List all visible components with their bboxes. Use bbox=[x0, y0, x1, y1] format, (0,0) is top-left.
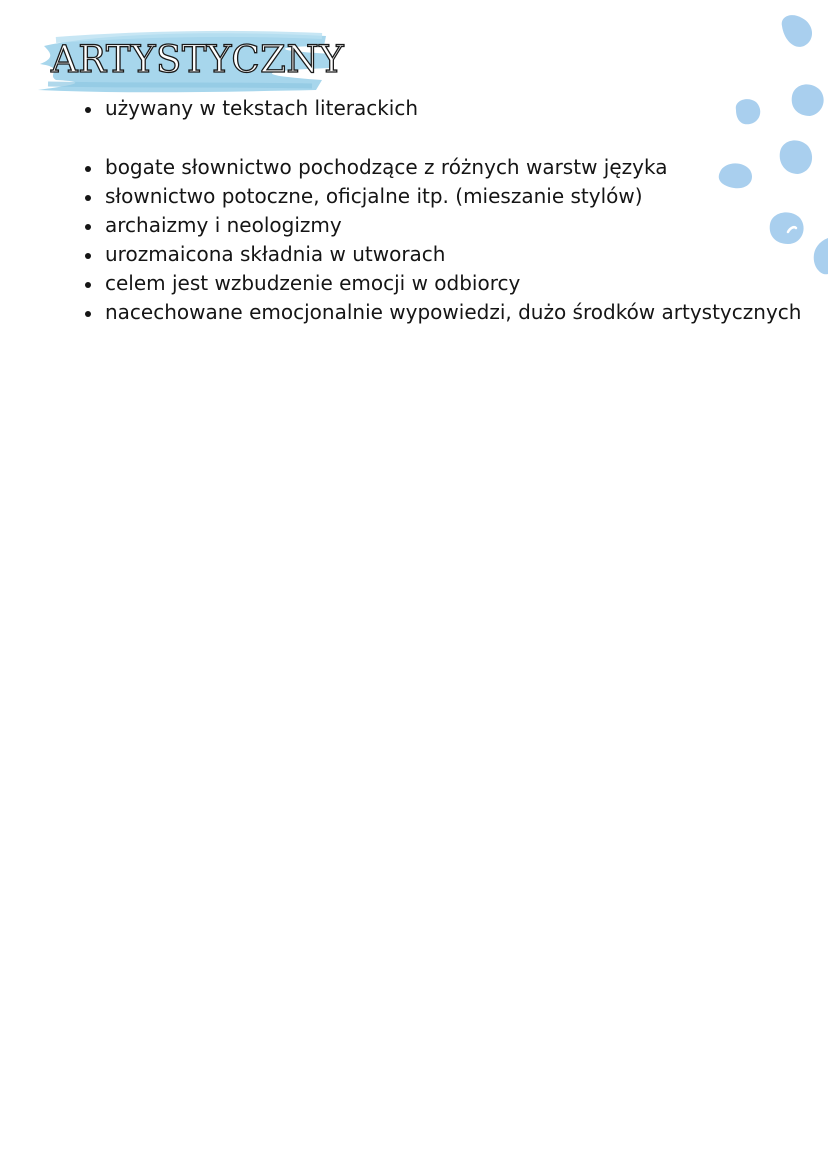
blob-decoration bbox=[814, 238, 828, 274]
list-item: słownictwo potoczne, oficjalne itp. (mieszanie stylów) bbox=[0, 182, 801, 211]
page-title: ARTYSTYCZNY bbox=[51, 38, 345, 81]
list-item: archaizmy i neologizmy bbox=[0, 211, 801, 240]
list-item: celem jest wzbudzenie emocji w odbiorcy bbox=[0, 269, 801, 298]
bullet-list bbox=[0, 94, 801, 327]
blob-decoration bbox=[782, 15, 812, 47]
blob-decoration bbox=[770, 212, 804, 244]
blob-decoration bbox=[792, 84, 824, 116]
list-item: nacechowane emocjonalnie wypowiedzi, dużo środków artystycznych bbox=[0, 298, 801, 327]
blob-decoration bbox=[719, 163, 752, 188]
title-block bbox=[36, 24, 345, 100]
list-item: używany w tekstach literackich bbox=[0, 94, 801, 123]
blob-decoration bbox=[780, 140, 812, 174]
blob-decoration bbox=[736, 99, 760, 124]
list-item: urozmaicona składnia w utworach bbox=[0, 240, 801, 269]
list-item: bogate słownictwo pochodzące z różnych warstw języka bbox=[0, 153, 801, 182]
decorative-dots bbox=[700, 0, 828, 290]
